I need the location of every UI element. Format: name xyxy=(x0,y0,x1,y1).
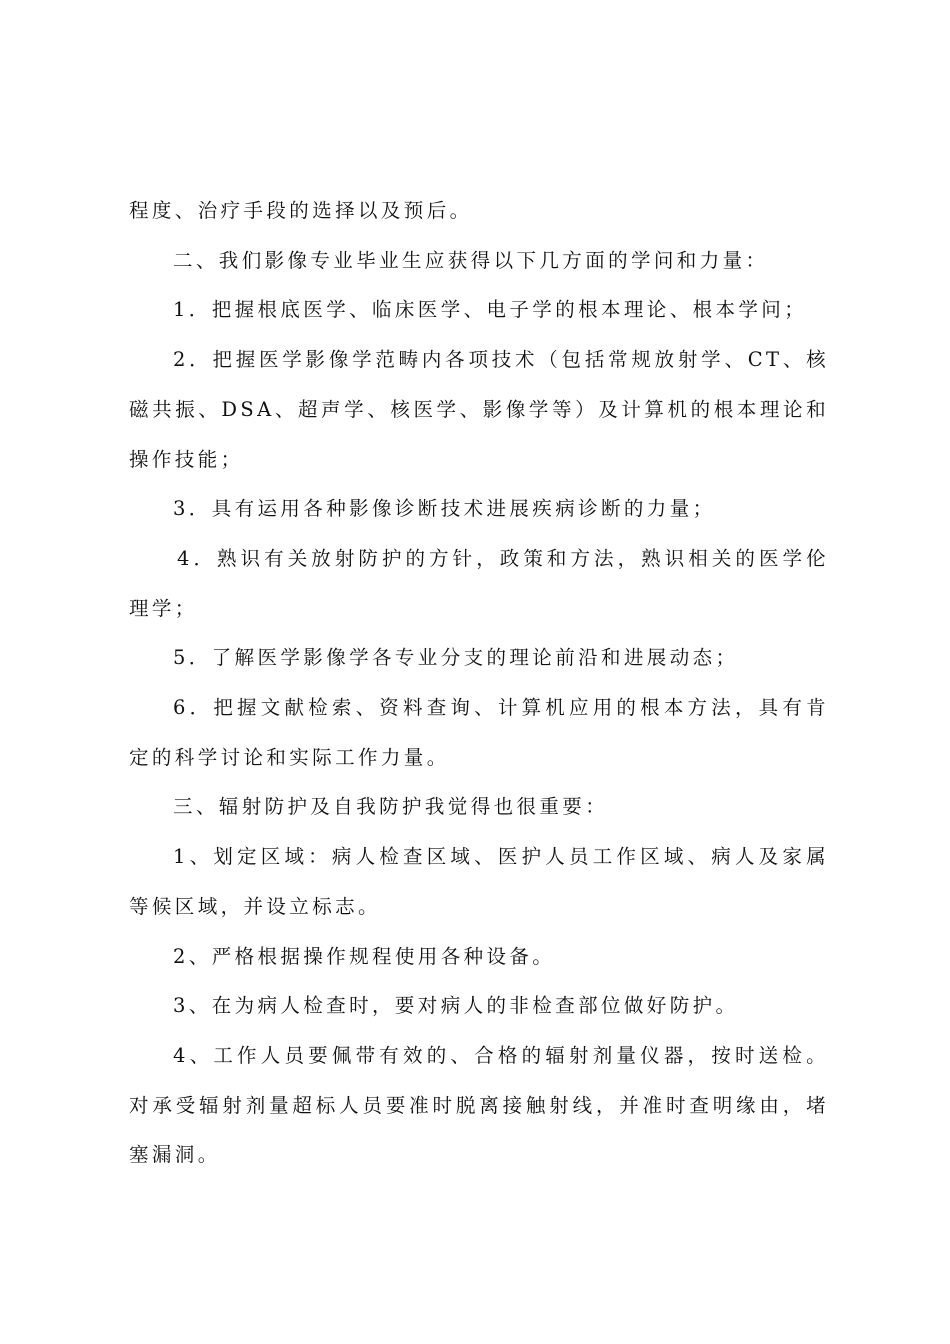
list-item-2: 2．把握医学影像学范畴内各项技术（包括常规放射学、CT、核磁共振、DSA、超声学、核医学、影像学等）及计算机的根本理论和操作技能； xyxy=(129,348,829,471)
protection-item-1: 1、划定区域：病人检查区域、医护人员工作区域、病人及家属等候区域，并设立标志。 xyxy=(129,845,829,918)
protection-item-2: 2、严格根据操作规程使用各种设备。 xyxy=(173,944,556,968)
protection-item-3: 3、在为病人检查时，要对病人的非检查部位做好防护。 xyxy=(173,994,739,1018)
section-heading-protection: 三、辐射防护及自我防护我觉得也很重要： xyxy=(173,795,609,819)
list-item-6: 6．把握文献检索、资料查询、计算机应用的根本方法，具有肯定的科学讨论和实际工作力量。 xyxy=(129,696,829,769)
list-item-5: 5．了解医学影像学各专业分支的理论前沿和进展动态； xyxy=(173,646,739,670)
paragraph-continuation: 程度、治疗手段的选择以及预后。 xyxy=(129,199,473,222)
protection-item-4: 4、工作人员要佩带有效的、合格的辐射剂量仪器，按时送检。对承受辐射剂量超标人员要准时脱离接触射线，并准时查明缘由，堵塞漏洞。 xyxy=(129,1043,829,1167)
list-item-4: 4．熟识有关放射防护的方针，政策和方法，熟识相关的医学伦理学； xyxy=(129,546,829,620)
section-heading-knowledge: 二、我们影像专业毕业生应获得以下几方面的学问和力量： xyxy=(173,248,769,272)
list-item-3: 3．具有运用各种影像诊断技术进展疾病诊断的力量； xyxy=(173,497,716,521)
list-item-1: 1．把握根底医学、临床医学、电子学的根本理论、根本学问； xyxy=(173,298,808,322)
document-body xyxy=(129,186,829,1180)
